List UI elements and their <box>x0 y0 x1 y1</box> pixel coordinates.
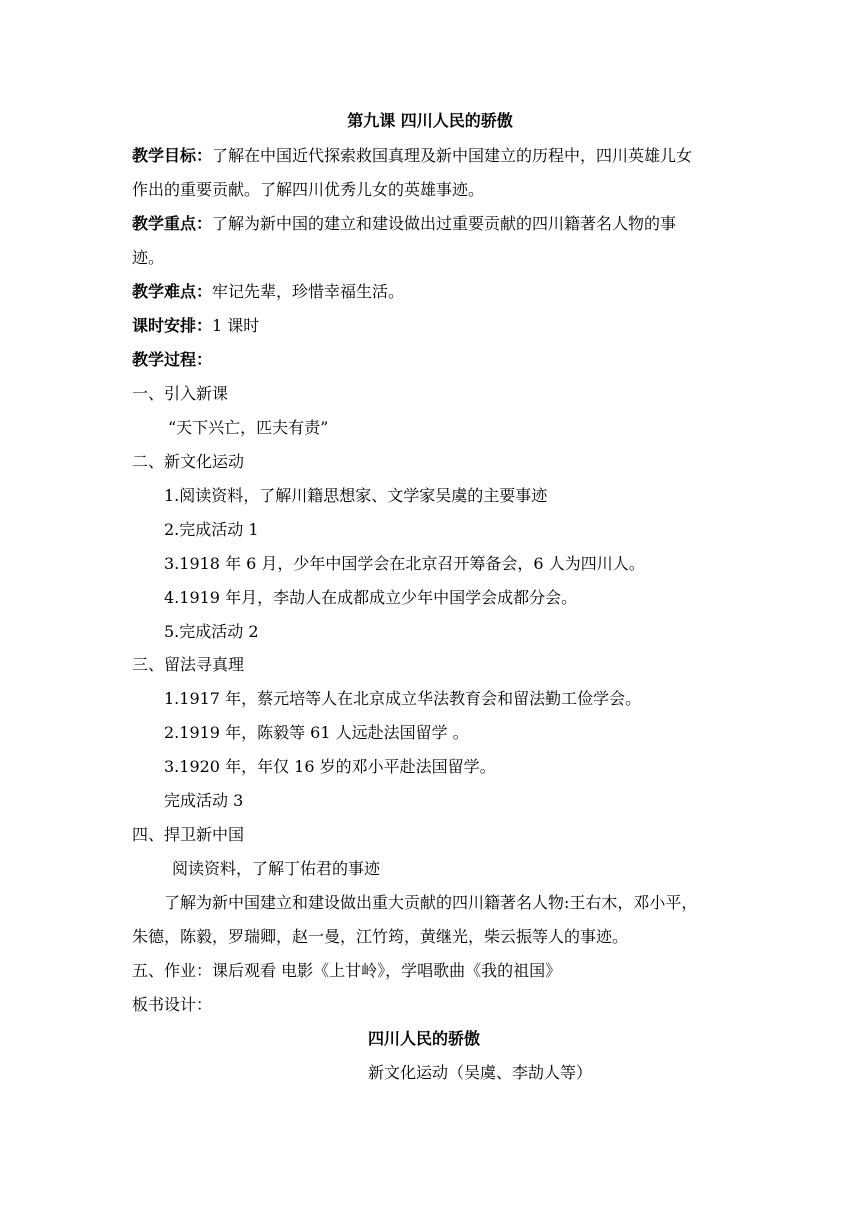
objectives-line-1 <box>132 146 692 166</box>
section-2-item: 2.完成活动 1 <box>164 520 259 539</box>
key-points-text-1: 了解为新中国的建立和建设做出过重要贡献的四川籍著名人物的事 <box>212 214 677 233</box>
section-2-item: 3.1918 年 6 月，少年中国学会在北京召开筹备会，6 人为四川人。 <box>164 554 645 573</box>
schedule-text: 1 课时 <box>212 316 260 335</box>
key-points-label: 教学重点： <box>132 214 213 233</box>
key-points-line-1 <box>132 214 676 234</box>
section-5-heading: 五、作业：课后观看 电影《上甘岭》，学唱歌曲《我的祖国》 <box>132 961 562 980</box>
process-label: 教学过程： <box>132 350 213 369</box>
section-1-item: “天下兴亡，匹夫有责” <box>168 418 329 437</box>
difficulty-line <box>132 282 404 302</box>
section-4-item: 了解为新中国建立和建设做出重大贡献的四川籍著名人物:王右木，邓小平， <box>164 893 698 912</box>
section-2-heading: 二、新文化运动 <box>132 452 245 471</box>
section-3-item: 3.1920 年，年仅 16 岁的邓小平赴法国留学。 <box>164 757 496 776</box>
difficulty-label: 教学难点： <box>132 282 213 301</box>
section-2-item: 4.1919 年月，李劼人在成都成立少年中国学会成都分会。 <box>164 588 578 607</box>
board-label: 板书设计： <box>132 995 213 1014</box>
objectives-text-2: 作出的重要贡献。了解四川优秀儿女的英雄事迹。 <box>132 180 485 199</box>
section-1-heading: 一、引入新课 <box>132 384 229 403</box>
difficulty-text: 牢记先辈，珍惜幸福生活。 <box>212 282 405 301</box>
schedule-label: 课时安排： <box>132 316 213 335</box>
objectives-text-1: 了解在中国近代探索救国真理及新中国建立的历程中，四川英雄儿女 <box>212 146 693 165</box>
board-line: 新文化运动（吴虞、李劼人等） <box>368 1063 593 1082</box>
page-title: 第九课 四川人民的骄傲 <box>347 111 513 130</box>
section-4-heading: 四、捍卫新中国 <box>132 825 245 844</box>
objectives-label: 教学目标： <box>132 146 213 165</box>
schedule-line <box>132 316 259 336</box>
key-points-text-2: 迹。 <box>132 248 165 267</box>
section-3-item: 1.1917 年，蔡元培等人在北京成立华法教育会和留法勤工俭学会。 <box>164 689 642 708</box>
section-3-item: 完成活动 3 <box>164 791 244 810</box>
section-2-item: 1.阅读资料，了解川籍思想家、文学家吴虞的主要事迹 <box>164 486 548 505</box>
section-3-item: 2.1919 年，陈毅等 61 人远赴法国留学 。 <box>164 723 469 742</box>
section-2-item: 5.完成活动 2 <box>164 622 259 641</box>
section-4-item: 朱德，陈毅，罗瑞卿，赵一曼，江竹筠，黄继光，柴云振等人的事迹。 <box>132 927 629 946</box>
section-3-heading: 三、留法寻真理 <box>132 655 245 674</box>
section-4-item: 阅读资料，了解丁佑君的事迹 <box>172 859 381 878</box>
board-title: 四川人民的骄傲 <box>368 1029 481 1048</box>
